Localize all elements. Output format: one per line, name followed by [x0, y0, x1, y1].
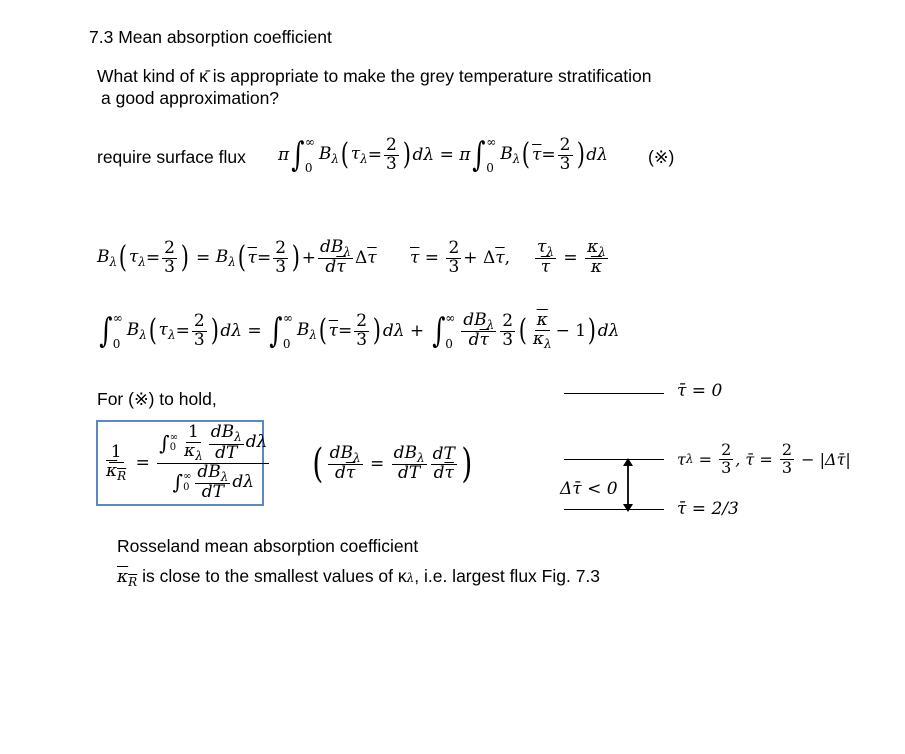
tau-kappa-ratio-equation: $\frac{\tau_\lambda}{\tau}$ = $\frac{\kappa_\lambda}{\kappa}$	[537, 236, 606, 278]
diagram-delta-label: Δτ̄ < 0	[560, 479, 618, 499]
diagram-mid-frac-den: 3	[721, 457, 732, 477]
diagram-mid-tail: , τ̄ =	[735, 449, 773, 469]
question-line-1: What kind of κ̄ is appropriate to make the grey temperature stratification	[97, 66, 652, 86]
diagram-middle-label	[677, 437, 851, 481]
integral-expansion-equation: ∫ ∞ 0 $B_\lambda$ ( $\tau_\lambda$ = $\frac{2}{3}$ ) dλ = ∫ ∞ 0 $B_\lambda$ ( $\overline{\tau}$ = $\frac{2}{3}$ ) dλ + ∫ ∞ 0 $\frac{dB_\lambda}{d\overline{\tau}}$ $\frac{2}{3}$ ( $\frac{\overline{\kappa}}{\kappa_\lambda}$ − 1 ) dλ	[99, 309, 620, 351]
require-surface-flux-label: require surface flux	[97, 147, 246, 167]
diagram-mid-frac2-num: 2	[781, 439, 793, 459]
diagram-middle-line	[564, 459, 664, 460]
reference-mark: (※)	[648, 147, 675, 167]
rosseland-description	[117, 566, 600, 589]
kappa-lambda-sub: λ	[406, 571, 415, 585]
rosseland-desc-text-2: , i.e. largest flux Fig. 7.3	[414, 566, 601, 586]
chain-rule-equation: ( $\frac{dB_\lambda}{d\overline{\tau}}$ = $\frac{dB_\lambda}{dT}$ $\frac{dT}{d\overline{\tau}}$ )	[312, 441, 473, 487]
diagram-bottom-label: τ̄ = 2/3	[677, 499, 739, 519]
surface-flux-equation: π ∫ ∞ 0 $B_\lambda$ ( $\tau_\lambda$ = $\frac{2}{3}$ ) dλ = π ∫ ∞ 0 $B_\lambda$ ( $\overline{\tau}$ = $\frac{2}{3}$ ) dλ	[278, 134, 608, 175]
diagram-mid-sub: λ	[685, 452, 694, 466]
diagram-top-label: τ̄ = 0	[677, 381, 723, 401]
taylor-expansion-equation: $B_\lambda$ ( $\tau_\lambda$ = $\frac{2}{3}$ ) = $B_\lambda$ ( $\overline{\tau}$ = $\frac{2}{3}$ ) + $\frac{dB_\lambda}{d\overline{\tau}}$ Δ $\overline{\tau}$	[97, 236, 377, 278]
rosseland-formula: $\frac{1}{\kappa_R}$ = ∫ ∞ 0 $\frac{1}{\kappa_\lambda}$ $\frac{dB_\lambda}{dT}$ dλ ∫ ∞ 0 $\frac{dB_\lambda}{dT}$ dλ	[106, 422, 268, 503]
kappa-r-symbol: $\kappa_R$	[117, 567, 138, 589]
diagram-bottom-line	[564, 509, 664, 510]
tau-relation-equation: $\overline{\tau}$ = $\frac{2}{3}$ + Δ $\overline{\tau}$ ,	[410, 237, 511, 277]
diagram-mid-eq: =	[698, 449, 712, 469]
diagram-mid-tau: τ	[677, 449, 686, 469]
for-hold-label: For (※) to hold,	[97, 389, 217, 409]
diagram-mid-frac-num: 2	[721, 439, 732, 459]
page-title: 7.3 Mean absorption coefficient	[89, 27, 332, 47]
rosseland-title: Rosseland mean absorption coefficient	[117, 536, 419, 556]
diagram-mid-frac2-den: 3	[781, 457, 793, 477]
diagram-mid-tail2: − |Δτ̄|	[801, 449, 851, 469]
diagram-top-line	[564, 393, 664, 394]
diagram-double-arrow	[620, 458, 636, 512]
question-line-2: a good approximation?	[101, 88, 280, 108]
rosseland-desc-text: is close to the smallest values of κ	[142, 566, 407, 586]
